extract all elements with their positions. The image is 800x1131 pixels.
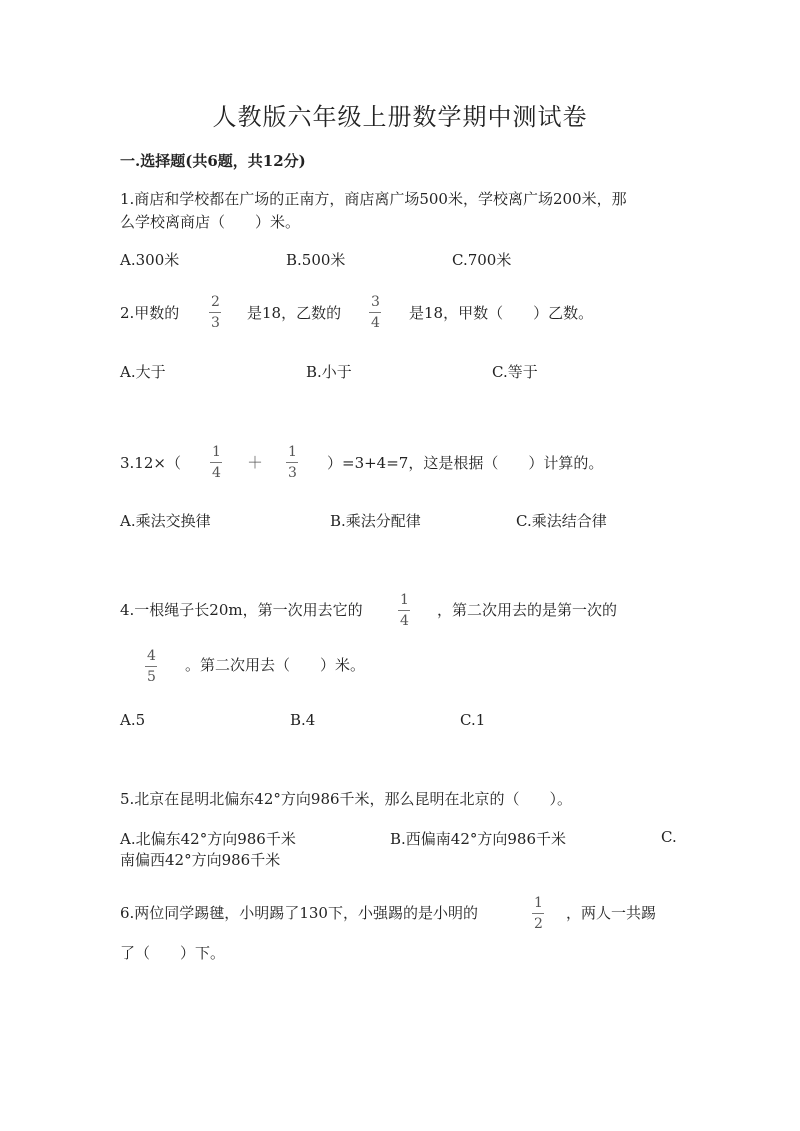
numerator: 1 <box>212 444 221 460</box>
q4-text-part2: ，第二次用去的是第一次的 <box>437 601 618 619</box>
q4-text-part3: 。第二次用去（ ）米。 <box>185 656 366 674</box>
q1-option-a: A.300米 <box>120 251 180 269</box>
q6-text-part2: ，两人一共踢 <box>566 904 657 922</box>
q4-fraction-2 <box>145 649 158 684</box>
q4-text-part1: 4.一根绳子长20m，第一次用去它的 <box>120 601 363 619</box>
q2-text-part3: 是18，甲数（ ）乙数。 <box>409 304 594 322</box>
numerator: 1 <box>288 444 297 460</box>
q3-option-c: C.乘法结合律 <box>516 512 607 530</box>
q3-text-part1: 3.12×（ <box>120 454 181 472</box>
denominator: 4 <box>212 465 221 481</box>
q6-text-line2: 了（ ）下。 <box>120 944 226 962</box>
denominator: 2 <box>534 916 543 932</box>
q2-text-part1: 2.甲数的 <box>120 304 180 322</box>
q6-text-part1: 6.两位同学踢毽，小明踢了130下，小强踢的是小明的 <box>120 904 478 922</box>
q1-text-line2: 么学校离商店（ ）米。 <box>120 213 301 231</box>
q5-text: 5.北京在昆明北偏东42°方向986千米，那么昆明在北京的（ ）。 <box>120 790 573 808</box>
q3-fraction-1 <box>210 445 223 480</box>
q6-fraction <box>532 896 545 931</box>
q3-option-a: A.乘法交换律 <box>120 512 211 530</box>
numerator: 2 <box>211 294 220 310</box>
q1-text-line1: 1.商店和学校都在广场的正南方，商店离广场500米，学校离广场200米，那 <box>120 190 627 208</box>
q5-option-b: B.西偏南42°方向986千米 <box>390 830 567 848</box>
plus-sign: ＋ <box>247 453 264 472</box>
q4-option-c: C.1 <box>460 711 486 729</box>
denominator: 3 <box>211 315 220 331</box>
q2-option-b: B.小于 <box>306 363 352 381</box>
denominator: 4 <box>400 613 409 629</box>
q5-option-a: A.北偏东42°方向986千米 <box>120 830 296 848</box>
q3-text-part2: ）=3+4=7，这是根据（ ）计算的。 <box>327 454 604 472</box>
q4-option-b: B.4 <box>290 711 316 729</box>
q2-option-a: A.大于 <box>120 363 166 381</box>
q4-option-a: A.5 <box>120 711 146 729</box>
numerator: 1 <box>534 895 543 911</box>
q4-fraction-1 <box>398 593 411 628</box>
section-heading: 一.选择题(共6题，共12分) <box>120 152 306 170</box>
q2-fraction-1 <box>209 295 222 330</box>
denominator: 4 <box>371 315 380 331</box>
numerator: 3 <box>371 294 380 310</box>
page-title: 人教版六年级上册数学期中测试卷 <box>212 103 588 131</box>
q5-option-c-text: 南偏西42°方向986千米 <box>120 851 281 869</box>
q2-text-part2: 是18，乙数的 <box>247 304 342 322</box>
denominator: 3 <box>288 465 297 481</box>
q3-fraction-2 <box>286 445 299 480</box>
q3-option-b: B.乘法分配律 <box>330 512 421 530</box>
denominator: 5 <box>147 669 156 685</box>
numerator: 4 <box>147 648 156 664</box>
q1-option-b: B.500米 <box>286 251 346 269</box>
q5-option-c-label: C. <box>661 828 677 846</box>
q1-option-c: C.700米 <box>452 251 512 269</box>
numerator: 1 <box>400 592 409 608</box>
q2-option-c: C.等于 <box>492 363 538 381</box>
q2-fraction-2 <box>369 295 382 330</box>
